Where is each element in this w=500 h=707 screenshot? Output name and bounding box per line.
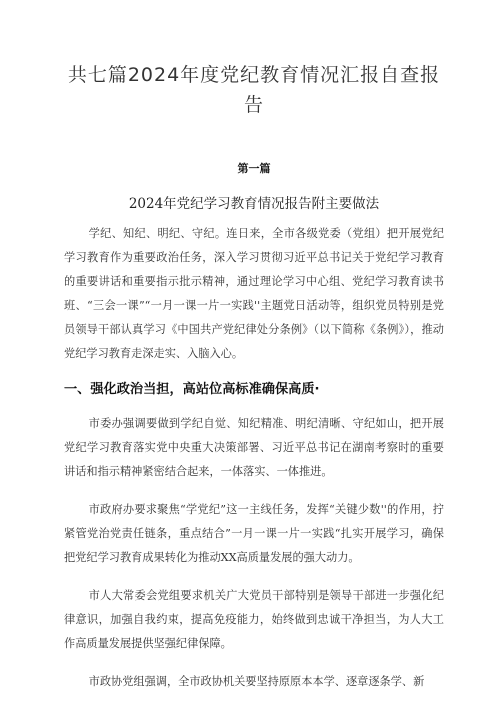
body-paragraph-4: 市政协党组强调，全市政协机关要坚持原原本本学、逐章逐条学、新 (88, 675, 425, 688)
body-paragraph-2: 市政府办要求聚焦“学党纪”这一主线任务，发挥“关键少数''的作用，拧紧管党治党责任链条，重点结合”一月一课一片一实践“扎实开展学习，确保把党纪学习教育成果转化为推动XX高质量发展的强大动力。 (64, 503, 444, 564)
intro-paragraph: 学纪、知纪、明纪、守纪。连日来，全市各级党委（党组）把开展党纪学习教育作为重要政治任务，深入学习贯彻习近平总书记关于党纪学习教育的重要讲话和重要指示批示精神，通过理论学习中心组、党纪学习教育读书班、“三会一课”“一月一课一片一实践''主题党日活动等，组织党员特别是党员领导干部认真学习《中国共产党纪律处分条例》（以下简称《条例》），推动党纪学习教育走深走实、入脑入心。 (64, 227, 444, 360)
body-paragraph-1: 市委办强调要做到学纪自觉、知纪精准、明纪清晰、守纪如山，把开展党纪学习教育落实党中央重大决策部署、习近平总书记在湖南考察时的重要讲话和指示精神紧密结合起来，一体落实、一体推进。 (64, 417, 444, 478)
document-title: 共七篇2024年度党纪教育情况汇报自查报告 (67, 64, 441, 116)
section-title: 2024年党纪学习教育情况报告附主要做法 (128, 196, 380, 212)
body-paragraph-3: 市人大常委会党组要求机关广大党员干部特别是领导干部进一步强化纪律意识，加强自我约束，提高免疫能力，始终做到忠诚干净担当，为人大工作高质量发展提供坚强纪律保障。 (64, 589, 444, 650)
section-heading: 一、强化政治当担，高站位高标准确保高质· (64, 382, 320, 397)
part-label: 第一篇 (237, 162, 271, 175)
